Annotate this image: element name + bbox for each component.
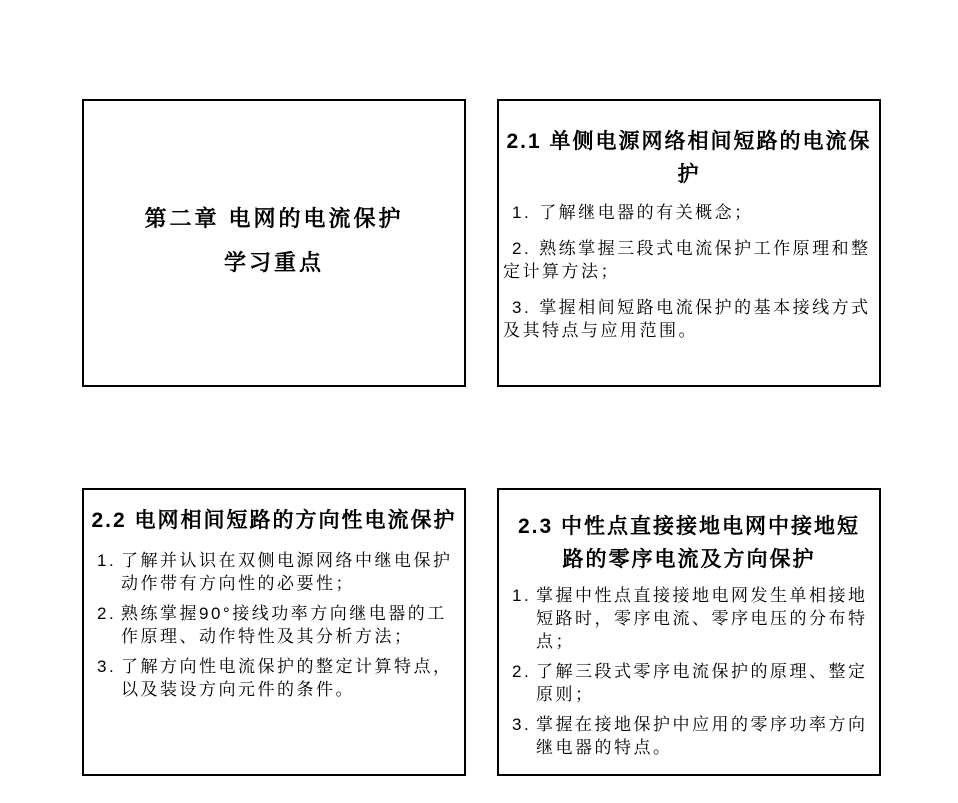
item-text: 了解三段式零序电流保护的原理、整定原则； bbox=[536, 662, 868, 704]
item-number: 2. bbox=[512, 239, 532, 258]
item-text: 掌握在接地保护中应用的零序功率方向继电器的特点。 bbox=[536, 715, 868, 757]
list-item bbox=[503, 296, 875, 342]
list-item bbox=[499, 660, 875, 706]
slide-section-2-2 bbox=[82, 488, 466, 776]
item-text: 掌握相间短路电流保护的基本接线方式及其特点与应用范围。 bbox=[503, 298, 871, 340]
objective-list bbox=[84, 549, 464, 701]
item-text: 了解继电器的有关概念； bbox=[539, 203, 754, 222]
chapter-subtitle: 学习重点 bbox=[223, 250, 324, 275]
item-text: 熟练掌握三段式电流保护工作原理和整定计算方法； bbox=[503, 239, 871, 281]
list-item bbox=[503, 201, 875, 224]
list-item bbox=[84, 549, 460, 595]
item-text: 掌握中性点直接接地电网发生单相接地短路时，零序电流、零序电压的分布特点； bbox=[536, 586, 868, 651]
item-number: 3. bbox=[512, 298, 532, 317]
list-item bbox=[503, 237, 875, 283]
slide-title: 2.3 中性点直接接地电网中接地短路的零序电流及方向保护 bbox=[517, 515, 861, 571]
chapter-title: 第二章 电网的电流保护 bbox=[144, 206, 404, 231]
list-item bbox=[499, 713, 875, 759]
item-number: 2. bbox=[97, 604, 117, 623]
slide-section-2-3 bbox=[497, 488, 881, 776]
slide-chapter-cover bbox=[82, 99, 466, 387]
slide-section-2-1 bbox=[497, 99, 881, 387]
item-text: 熟练掌握90°接线功率方向继电器的工作原理、动作特性及其分析方法； bbox=[121, 604, 447, 646]
item-text: 了解方向性电流保护的整定计算特点，以及装设方向元件的条件。 bbox=[121, 657, 453, 699]
list-item bbox=[84, 655, 460, 701]
item-number: 1. bbox=[512, 203, 532, 222]
item-number: 1. bbox=[512, 586, 532, 605]
item-number: 3. bbox=[97, 657, 117, 676]
slide-title: 2.1 单侧电源网络相间短路的电流保护 bbox=[506, 130, 872, 186]
objective-list bbox=[499, 584, 879, 759]
chapter-title-block bbox=[84, 197, 464, 285]
objective-list bbox=[503, 201, 875, 342]
slide-title: 2.2 电网相间短路的方向性电流保护 bbox=[91, 509, 457, 532]
list-item bbox=[499, 584, 875, 653]
item-number: 2. bbox=[512, 662, 532, 681]
list-item bbox=[84, 602, 460, 648]
item-number: 1. bbox=[97, 551, 117, 570]
item-text: 了解并认识在双侧电源网络中继电保护动作带有方向性的必要性； bbox=[121, 551, 453, 593]
item-number: 3. bbox=[512, 715, 532, 734]
